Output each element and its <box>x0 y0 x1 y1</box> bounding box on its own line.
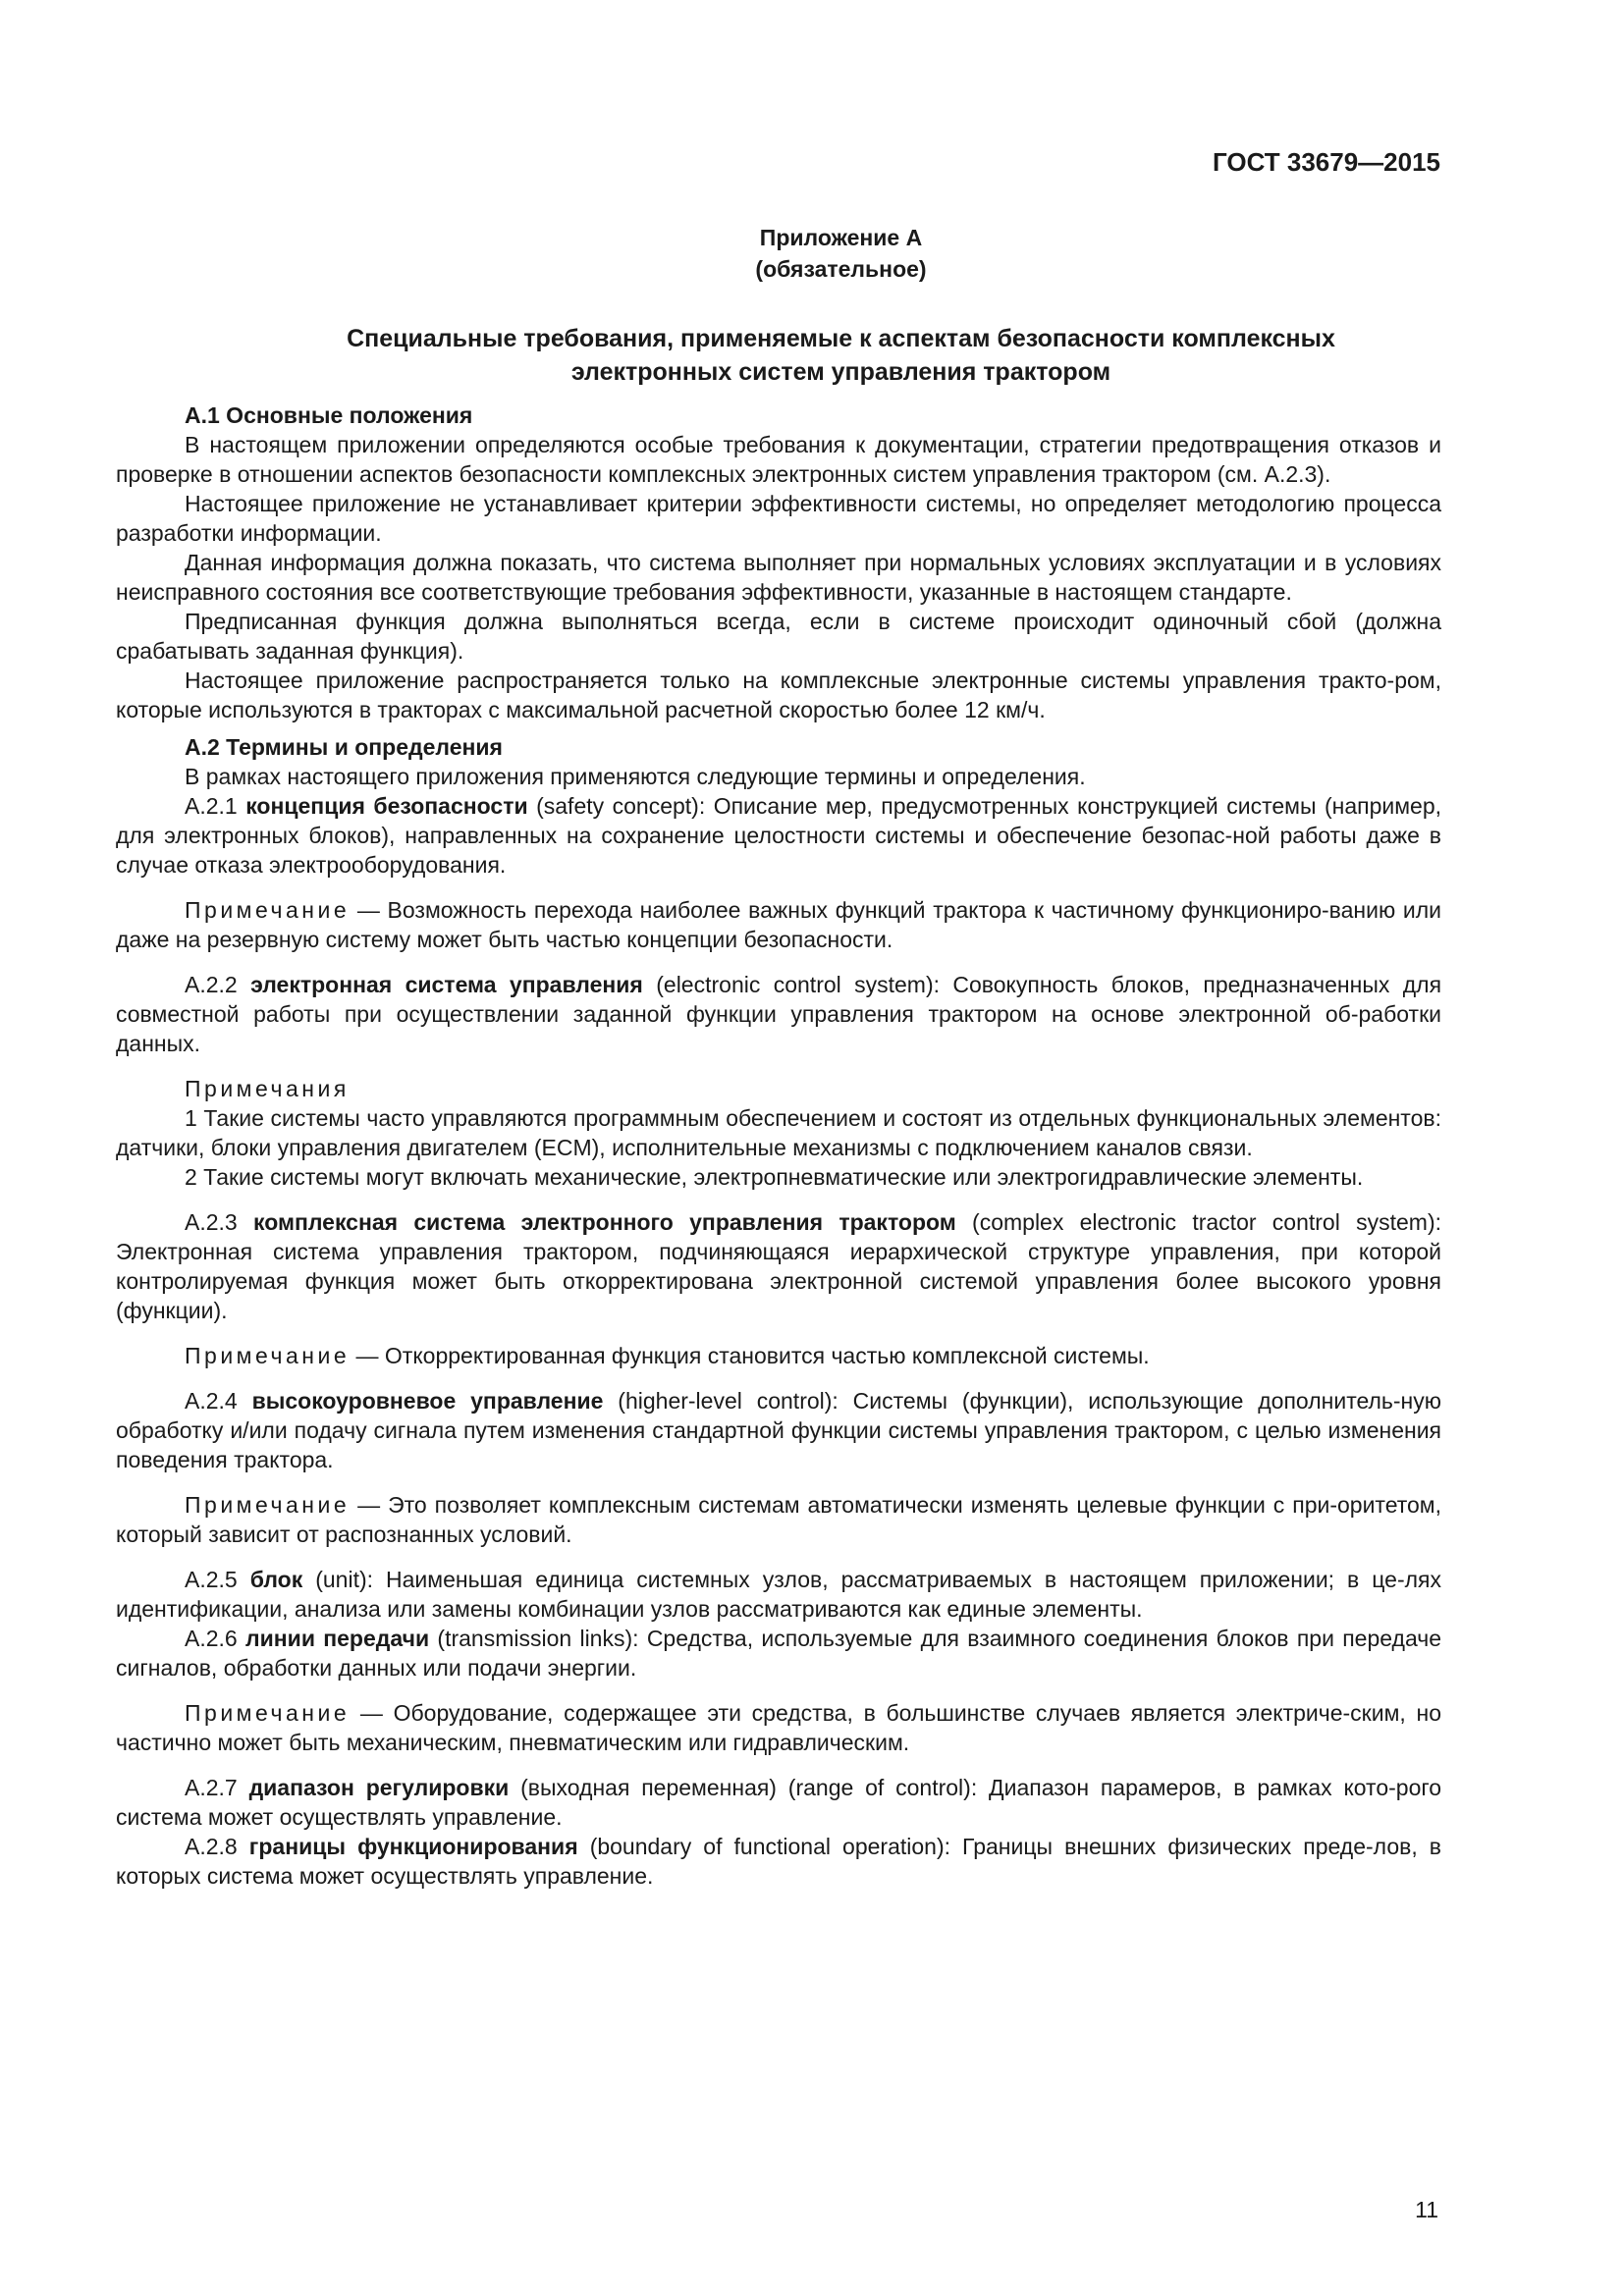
notes-label-text: Примечания <box>185 1076 350 1101</box>
definition-text: (transmission links): Средства, используемые для взаимного соединения блоков при передаче сигналов, обработки данных или подачи энергии. <box>116 1626 1442 1681</box>
definition <box>116 1773 1441 1832</box>
notes-label <box>116 1074 1441 1103</box>
note-label: Примечание <box>185 1492 351 1518</box>
definition-term: комплексная система электронного управления трактором <box>253 1209 956 1235</box>
definition <box>116 970 1441 1058</box>
note-item: 2 Такие системы могут включать механические, электропневматические или электрогидравлические элементы. <box>185 1164 1364 1190</box>
note-label: Примечание <box>185 1343 351 1368</box>
definition-term: блок <box>249 1567 303 1592</box>
definition-number: А.2.8 <box>185 1834 238 1859</box>
note <box>116 1490 1441 1549</box>
definition <box>116 1386 1441 1474</box>
definition-number: А.2.4 <box>185 1388 238 1414</box>
annex-heading-line2: электронных систем управления трактором <box>570 358 1111 386</box>
definition-text: (complex electronic tractor control system): Электронная система управления трактором, подчиняющаяся иерархической структуре управления, при которой контролируемая функция может быть откорректирована электронной системой управления более высокого уровня (функции). <box>116 1209 1442 1323</box>
definition <box>116 1832 1441 1891</box>
note <box>116 895 1441 954</box>
note-item: 1 Такие системы часто управляются программным обеспечением и состоят из отдельных функциональных элементов: датчики, блоки управления двигателем (ECM), исполнительные механизмы с подключением каналов связи. <box>116 1105 1441 1160</box>
definition-number: А.2.3 <box>185 1209 238 1235</box>
note-text: — Откорректированная функция становится частью комплексной системы. <box>355 1343 1150 1368</box>
paragraph: Настоящее приложение не устанавливает критерии эффективности системы, но определяет методологию процесса разработки информации. <box>116 491 1441 546</box>
definition-text: (boundary of functional operation): Границы внешних физических преде-лов, в которых система может осуществлять управление. <box>116 1834 1442 1889</box>
note-text: — Это позволяет комплексным системам автоматически изменять целевые функции с при-оритетом, который зависит от распознанных условий. <box>116 1492 1441 1547</box>
standard-number: ГОСТ 33679—2015 <box>1213 147 1440 177</box>
definition-term: границы функционирования <box>248 1834 578 1859</box>
section-heading: А.2 Термины и определения <box>185 734 503 760</box>
note-label: Примечание <box>185 1700 351 1726</box>
definition-number: А.2.2 <box>185 972 238 997</box>
definition-text: (safety concept): Описание мер, предусмотренных конструкцией системы (например, для электронных блоков), направленных на сохранение целостности системы и обеспечение безопас-ной работы даже в случае отказа электрооборудования. <box>116 793 1442 878</box>
paragraph: В настоящем приложении определяются особые требования к документации, стратегии предотвращения отказов и проверке в отношении аспектов безопасности комплексных электронных систем управления трактором (см. А.2.3). <box>116 432 1441 487</box>
definition-term: высокоуровневое управление <box>251 1388 604 1414</box>
page-number: 11 <box>1415 2197 1438 2222</box>
paragraph: Предписанная функция должна выполняться всегда, если в системе происходит одиночный сбой (должна срабатывать заданная функция). <box>116 609 1441 664</box>
note <box>116 1698 1441 1757</box>
annex-heading-line1: Специальные требования, применяемые к аспектам безопасности комплексных <box>347 325 1335 352</box>
definition-number: А.2.5 <box>185 1567 238 1592</box>
definition-term: электронная система управления <box>250 972 643 997</box>
annex-heading <box>0 322 1623 389</box>
definition <box>116 1624 1441 1682</box>
definition-text: (выходная переменная) (range of control): Диапазон парамеров, в рамках кото-рого система может осуществлять управление. <box>116 1775 1442 1830</box>
paragraph: В рамках настоящего приложения применяются следующие термины и определения. <box>185 764 1086 789</box>
document-body <box>116 400 1441 1891</box>
definition-text: (electronic control system): Совокупность блоков, предназначенных для совместной работы при осуществлении заданной функции управления трактором на основе электронной об-работки данных. <box>116 972 1442 1056</box>
note <box>116 1341 1441 1370</box>
definition-term: диапазон регулировки <box>248 1775 510 1800</box>
paragraph: Данная информация должна показать, что система выполняет при нормальных условиях эксплуатации и в условиях неисправного состояния все соответствующие требования эффективности, указанные в настоящем стандарте. <box>116 550 1441 605</box>
annex-title: Приложение А <box>759 225 923 250</box>
definition <box>116 1207 1441 1325</box>
definition-number: А.2.1 <box>185 793 238 819</box>
definition-text: (higher-level control): Системы (функции), использующие дополнитель-ную обработку и/или подачу сигнала путем изменения стандартной функции системы управления трактором, с целью изменения поведения трактора. <box>116 1388 1442 1472</box>
definition-text: (unit): Наименьшая единица системных узлов, рассматриваемых в настоящем приложении; в це-лях идентификации, анализа или замены комбинации узлов рассматриваются как единые элементы. <box>116 1567 1442 1622</box>
definition-number: А.2.7 <box>185 1775 238 1800</box>
definition-term: линии передачи <box>245 1626 430 1651</box>
definition-number: А.2.6 <box>185 1626 238 1651</box>
definition <box>116 1565 1441 1624</box>
note-text: — Оборудование, содержащее эти средства, в большинстве случаев является электриче-ским, но частично может быть механическим, пневматическим или гидравлическим. <box>116 1700 1442 1755</box>
paragraph: Настоящее приложение распространяется только на комплексные электронные системы управления тракто-ром, которые используются в тракторах с максимальной расчетной скоростью более 12 км/ч. <box>116 667 1441 722</box>
definition-term: концепция безопасности <box>245 793 528 819</box>
annex-status: (обязательное) <box>755 256 927 282</box>
section-heading: А.1 Основные положения <box>185 402 473 428</box>
definition <box>116 791 1441 880</box>
note-label: Примечание <box>185 897 351 923</box>
annex-label <box>0 222 1623 285</box>
note-text: — Возможность перехода наиболее важных функций трактора к частичному функциониро-ванию или даже на резервную систему может быть частью концепции безопасности. <box>116 897 1442 952</box>
